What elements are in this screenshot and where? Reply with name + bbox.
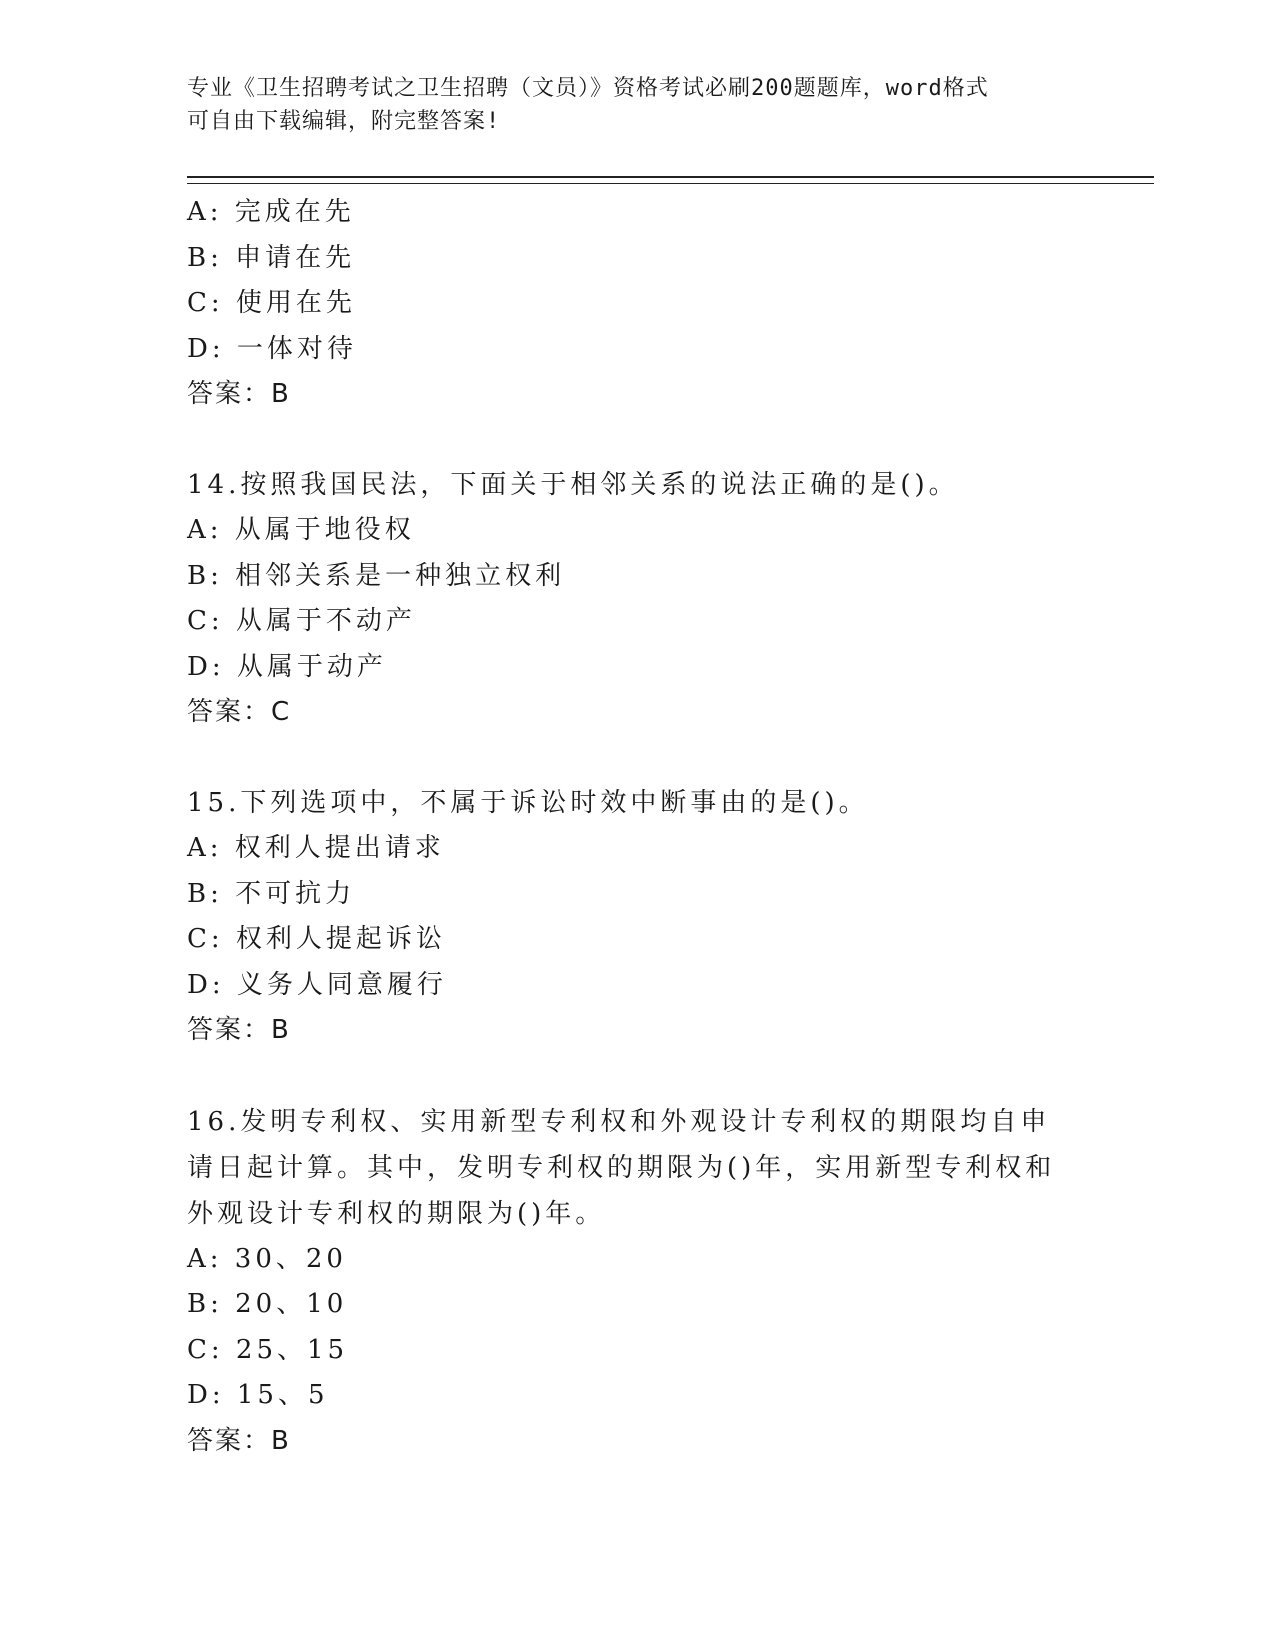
option-b: B: 不可抗力 <box>187 878 356 909</box>
question-15-block <box>187 781 1087 1054</box>
option-b: B: 20、10 <box>187 1289 348 1319</box>
option-b: B: 申请在先 <box>187 242 356 273</box>
option-d: D: 一体对待 <box>187 333 357 364</box>
option-c: C: 权利人提起诉讼 <box>187 924 446 954</box>
question-text: 14.按照我国民法，下面关于相邻关系的说法正确的是()。 <box>187 469 959 500</box>
option-a: A: 从属于地役权 <box>187 515 415 545</box>
option-a: A: 权利人提出请求 <box>187 833 445 863</box>
question-list <box>187 190 1087 1464</box>
option-c: C: 使用在先 <box>187 288 356 318</box>
option-d: D: 从属于动产 <box>187 651 387 682</box>
question-text: 15.下列选项中，不属于诉讼时效中断事由的是()。 <box>187 787 869 818</box>
header-divider <box>187 176 1154 184</box>
option-d: D: 15、5 <box>187 1380 329 1410</box>
question-16-block <box>187 1099 1087 1465</box>
option-a: A: 30、20 <box>187 1243 347 1274</box>
answer-line: 答案：B <box>187 379 291 409</box>
option-c: C: 25、15 <box>187 1334 349 1365</box>
header-line-1: 专业《卫生招聘考试之卫生招聘（文员）》资格考试必刷200题题库，word格式 <box>187 76 989 101</box>
option-b: B: 相邻关系是一种独立权利 <box>187 560 566 591</box>
question-14-block <box>187 463 1087 736</box>
page-header <box>187 72 1087 138</box>
answer-line: 答案：B <box>187 1015 291 1045</box>
question-13-block <box>187 190 1087 418</box>
option-c: C: 从属于不动产 <box>187 606 416 636</box>
question-text: 16.发明专利权、实用新型专利权和外观设计专利权的期限均自申请日起计算。其中，发明专利权的期限为()年，实用新型专利权和外观设计专利权的期限为()年。 <box>187 1106 1056 1229</box>
spacer <box>187 1054 1087 1099</box>
spacer <box>187 418 1087 463</box>
header-line-2: 可自由下载编辑，附完整答案! <box>187 109 501 134</box>
spacer <box>187 736 1087 781</box>
answer-line: 答案：C <box>187 697 292 727</box>
option-a: A: 完成在先 <box>187 197 355 227</box>
answer-line: 答案：B <box>187 1425 291 1456</box>
option-d: D: 义务人同意履行 <box>187 969 447 1000</box>
